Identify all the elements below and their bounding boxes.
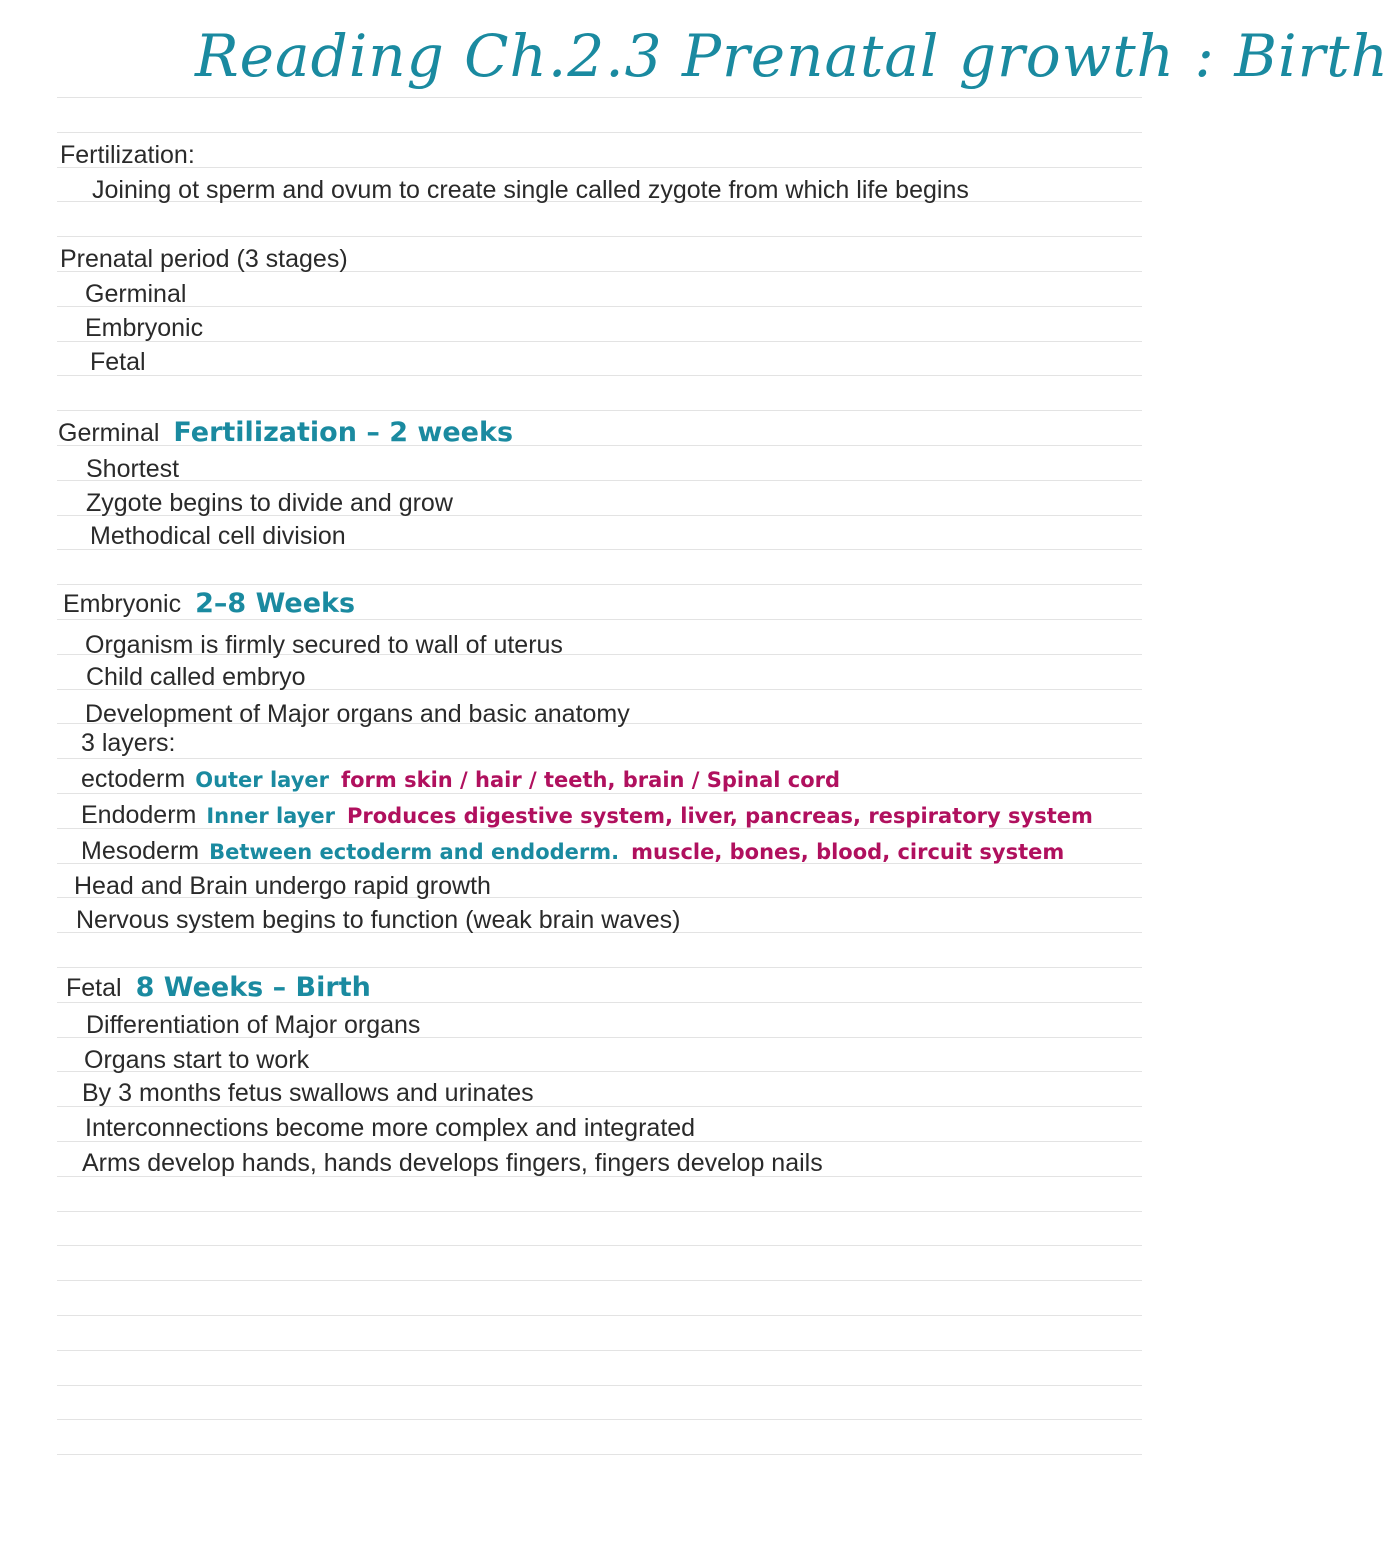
- fetal-timeframe: 8 Weeks – Birth: [135, 972, 371, 1003]
- ruled-line: [57, 97, 1142, 98]
- ruled-line: [57, 967, 1142, 968]
- germinal-timeframe: Fertilization – 2 weeks: [173, 417, 514, 448]
- fetal-heading-line: [66, 973, 371, 1003]
- ruled-line: [57, 410, 1142, 411]
- prenatal-stage-embryonic: Embryonic: [85, 314, 204, 342]
- fetal-item-interconnections: Interconnections become more complex and integrated: [85, 1114, 696, 1142]
- mesoderm-name: Mesoderm: [81, 837, 200, 865]
- germinal-item-zygote: Zygote begins to divide and grow: [86, 489, 453, 517]
- mesoderm-line: [81, 836, 1064, 867]
- ruled-line: [57, 132, 1142, 133]
- endoderm-line: [81, 800, 1093, 831]
- ruled-line: [57, 1454, 1142, 1455]
- ruled-line: [57, 167, 1142, 168]
- ruled-line: [57, 306, 1142, 307]
- endoderm-name: Endoderm: [81, 801, 197, 829]
- fetal-item-arms-hands: Arms develop hands, hands develops fingers, fingers develop nails: [82, 1149, 823, 1177]
- endoderm-function: Produces digestive system, liver, pancreas, respiratory system: [347, 804, 1093, 828]
- fetal-item-organs-work: Organs start to work: [84, 1046, 310, 1074]
- ruled-line: [57, 341, 1142, 342]
- ruled-line: [57, 1245, 1142, 1246]
- ruled-line: [57, 1350, 1142, 1351]
- ruled-line: [57, 236, 1142, 237]
- prenatal-stage-fetal: Fetal: [90, 348, 146, 376]
- embryonic-extra-nervous-system: Nervous system begins to function (weak brain waves): [76, 906, 681, 934]
- prenatal-period-heading: Prenatal period (3 stages): [60, 245, 348, 273]
- fertilization-heading: Fertilization:: [60, 141, 195, 169]
- fetal-item-differentiation: Differentiation of Major organs: [86, 1011, 421, 1039]
- embryonic-heading: Embryonic: [63, 590, 182, 618]
- fetal-heading: Fetal: [66, 974, 122, 1002]
- fertilization-definition: Joining ot sperm and ovum to create single called zygote from which life begins: [92, 176, 969, 204]
- ruled-line: [57, 758, 1142, 759]
- ruled-line: [57, 1211, 1142, 1212]
- germinal-item-shortest: Shortest: [86, 455, 180, 483]
- embryonic-item-organs: Development of Major organs and basic anatomy: [85, 700, 630, 728]
- ruled-line: [57, 1385, 1142, 1386]
- ruled-line: [57, 1419, 1142, 1420]
- ruled-line: [57, 1280, 1142, 1281]
- ruled-line: [57, 619, 1142, 620]
- fetal-item-swallows: By 3 months fetus swallows and urinates: [82, 1079, 534, 1107]
- prenatal-stage-germinal: Germinal: [85, 280, 187, 308]
- embryonic-heading-line: [63, 589, 355, 619]
- ectoderm-line: [81, 764, 840, 795]
- ruled-line: [57, 584, 1142, 585]
- mesoderm-desc: Between ectoderm and endoderm.: [209, 840, 620, 864]
- embryonic-item-embryo: Child called embryo: [86, 663, 306, 691]
- embryonic-layers-label: 3 layers:: [81, 729, 176, 757]
- mesoderm-function: muscle, bones, blood, circuit system: [631, 840, 1065, 864]
- ruled-line: [57, 375, 1142, 376]
- endoderm-desc: Inner layer: [206, 804, 335, 828]
- embryonic-timeframe: 2–8 Weeks: [195, 588, 356, 619]
- embryonic-item-uterus: Organism is firmly secured to wall of uterus: [85, 631, 563, 659]
- ruled-line: [57, 480, 1142, 481]
- embryonic-extra-head-brain: Head and Brain undergo rapid growth: [74, 872, 491, 900]
- germinal-heading-line: [58, 418, 513, 448]
- ruled-line: [57, 1315, 1142, 1316]
- germinal-item-cell-division: Methodical cell division: [90, 522, 346, 550]
- ectoderm-desc: Outer layer: [195, 768, 329, 792]
- page-title: Reading Ch.2.3 Prenatal growth : Birth: [195, 22, 1389, 90]
- ectoderm-function: form skin / hair / teeth, brain / Spinal cord: [340, 768, 841, 792]
- ectoderm-name: ectoderm: [81, 765, 186, 793]
- germinal-heading: Germinal: [58, 419, 160, 447]
